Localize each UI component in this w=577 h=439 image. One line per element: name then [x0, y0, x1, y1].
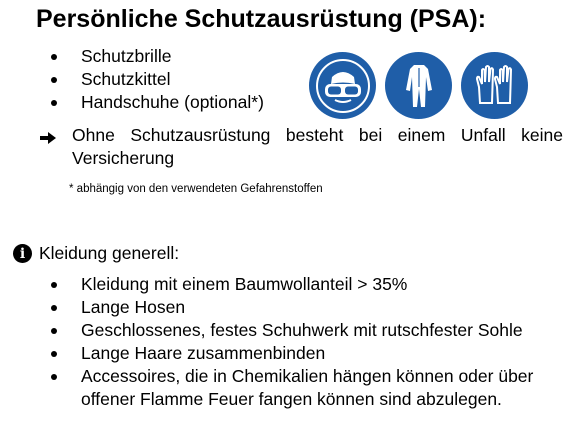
- arrow-right-icon: [39, 128, 57, 151]
- list-item-label: Lange Haare zusammenbinden: [81, 343, 326, 363]
- bullet-icon: [51, 100, 57, 106]
- list-item: [0, 68, 264, 91]
- list-item-label: Handschuhe (optional*): [81, 92, 264, 112]
- insurance-note: [39, 124, 563, 170]
- list-item: [0, 91, 264, 114]
- bullet-icon: [51, 54, 57, 60]
- list-item-label: Geschlossenes, festes Schuhwerk mit rutschfester Sohle: [81, 320, 523, 340]
- list-item-label: Schutzbrille: [81, 46, 172, 66]
- clothing-heading-label: Kleidung generell:: [39, 243, 180, 263]
- bullet-icon: [51, 328, 57, 334]
- list-item: [0, 365, 541, 411]
- bullet-icon: [51, 374, 57, 380]
- list-item-label: Lange Hosen: [81, 297, 186, 317]
- page-title: Persönliche Schutzausrüstung (PSA):: [36, 5, 487, 33]
- list-item: [0, 319, 541, 342]
- gloves-icon: [461, 52, 528, 119]
- bullet-icon: [51, 282, 57, 288]
- bullet-icon: [51, 77, 57, 83]
- safety-goggles-icon: [309, 52, 376, 119]
- bullet-icon: [51, 305, 57, 311]
- ppe-list: [0, 45, 264, 114]
- list-item: [0, 273, 541, 296]
- bullet-icon: [51, 351, 57, 357]
- list-item: [0, 45, 264, 68]
- clothing-heading: [13, 243, 179, 264]
- protective-suit-icon: [385, 52, 452, 119]
- list-item-label: Kleidung mit einem Baumwollanteil > 35%: [81, 274, 408, 294]
- list-item: [0, 296, 541, 319]
- clothing-list: [0, 273, 541, 411]
- insurance-note-text: Ohne Schutzausrüstung besteht bei einem Unfall keine Versicherung: [72, 125, 563, 168]
- footnote: * abhängig von den verwendeten Gefahrenstoffen: [69, 183, 323, 195]
- list-item-label: Accessoires, die in Chemikalien hängen können oder über offener Flamme Feuer fangen können sind abzulegen.: [81, 366, 534, 409]
- info-icon: i: [13, 244, 32, 263]
- list-item-label: Schutzkittel: [81, 69, 171, 89]
- safety-signs: [309, 52, 528, 119]
- list-item: [0, 342, 541, 365]
